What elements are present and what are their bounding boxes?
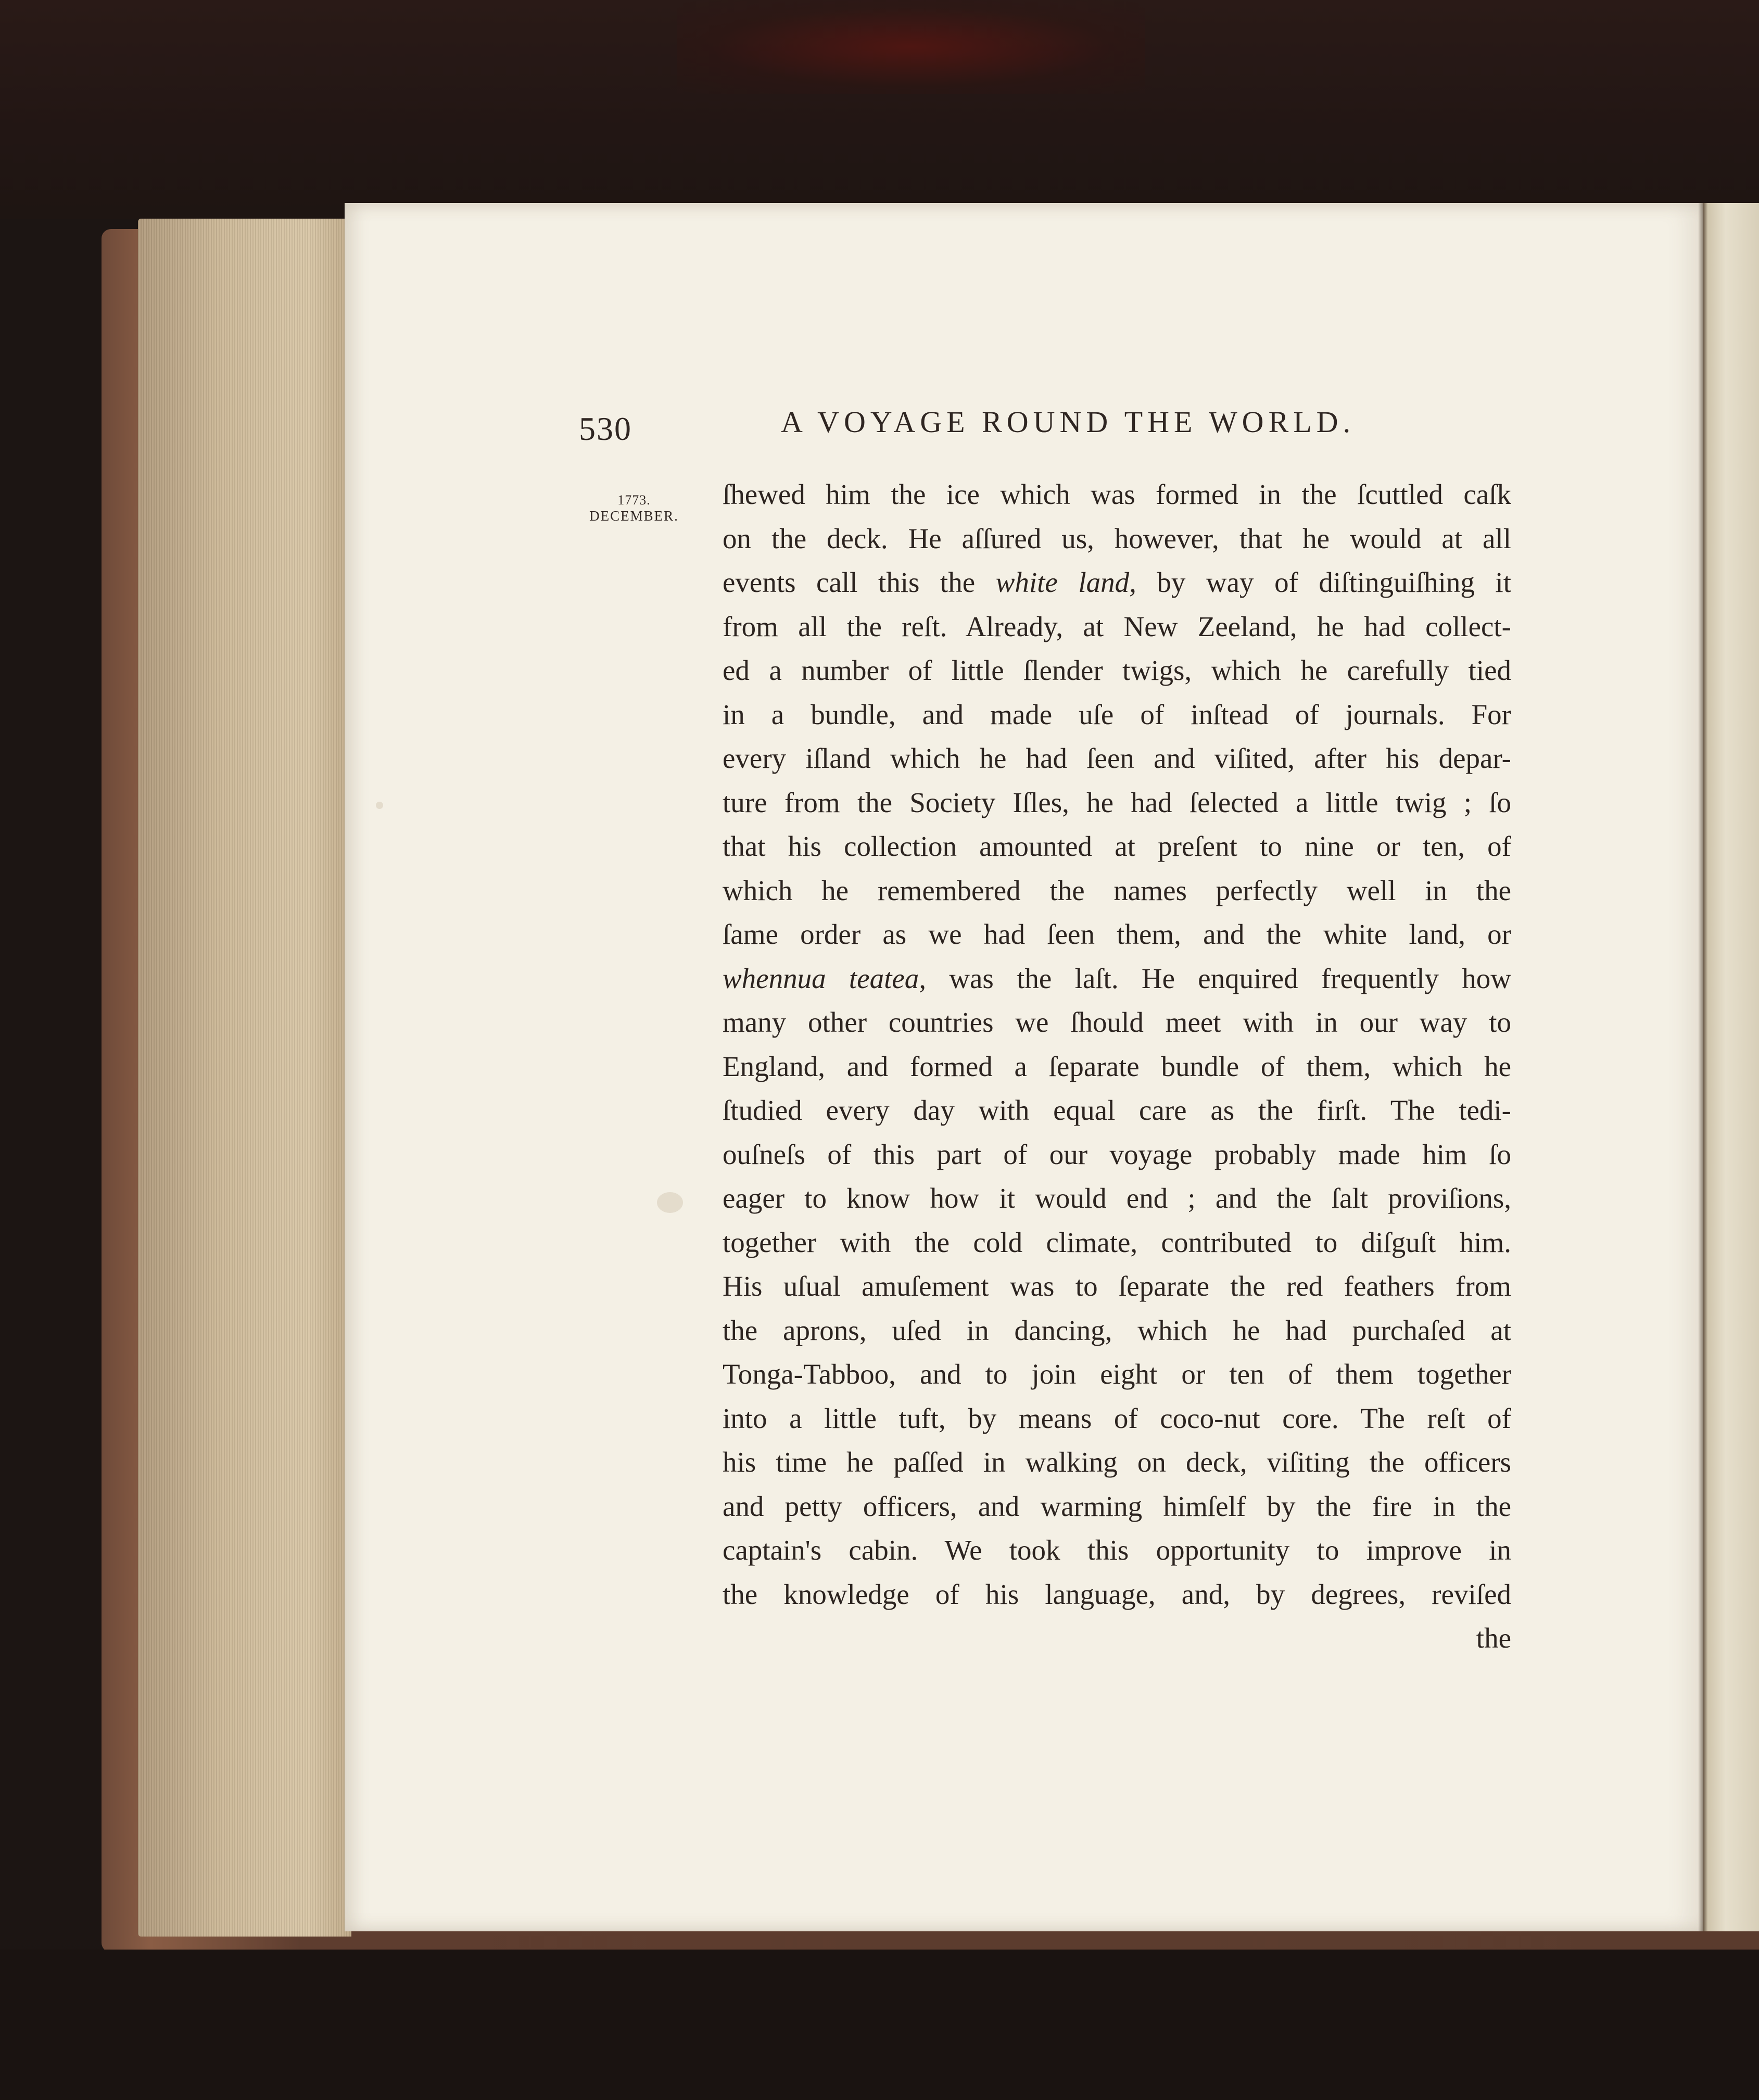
text-line: His uſual amuſement was to ſeparate the red feathers from [723,1270,1511,1302]
margin-note [582,492,686,524]
text-line: the aprons, uſed in dancing, which he had purchaſed at [723,1314,1511,1346]
text-line: which he remembered the names perfectly well in the [723,874,1511,906]
scan-background-bottom [0,1950,1759,2100]
text-line: events call this the white land, by way of diſtinguiſhing it [723,566,1511,598]
italic-phrase: white land, [995,566,1136,598]
text-line: the knowledge of his language, and, by degrees, reviſed [723,1578,1511,1610]
text-line: ouſneſs of this part of our voyage probably made him ſo [723,1138,1511,1170]
paper-spot [657,1192,683,1213]
text-line: every iſland which he had ſeen and viſited, after his depar- [723,742,1511,774]
text-line: many other countries we ſhould meet with in our way to [723,1006,1511,1038]
text-line: from all the reſt. Already, at New Zeeland, he had collect- [723,610,1511,642]
text-line: ture from the Society Iſles, he had ſelected a little twig ; ſo [723,786,1511,818]
text-line: ed a number of little ſlender twigs, which he carefully tied [723,654,1511,686]
text-line: on the deck. He aſſured us, however, that he would at all [723,522,1511,554]
text-line: Tonga-Tabboo, and to join eight or ten of them together [723,1358,1511,1390]
text-line: England, and formed a ſeparate bundle of them, which he [723,1050,1511,1082]
facing-page-edge [1703,203,1759,1931]
text-line: captain's cabin. We took this opportunity to improve in [723,1534,1511,1566]
text-line: ſtudied every day with equal care as the firſt. The tedi- [723,1094,1511,1126]
text-line: ſhewed him the ice which was formed in the ſcuttled caſk [723,478,1511,510]
text-line: his time he paſſed in walking on deck, viſiting the officers [723,1446,1511,1478]
text-line: that his collection amounted at preſent to nine or ten, of [723,830,1511,862]
catchword: the [1476,1622,1511,1654]
running-head: A VOYAGE ROUND THE WORLD. [781,405,1356,439]
text-line: eager to know how it would end ; and the ſalt proviſions, [723,1182,1511,1214]
text-line: and petty officers, and warming himſelf by the fire in the [723,1490,1511,1522]
margin-note-year: 1773. [617,492,651,508]
page-edges [138,219,351,1937]
text-line: in a bundle, and made uſe of inſtead of journals. For [723,698,1511,730]
text-line: ſame order as we had ſeen them, and the white land, or [723,918,1511,950]
paper-spot [376,802,383,809]
italic-phrase: whennua teatea, [723,962,927,994]
text-line: into a little tuft, by means of coco-nut core. The reſt of [723,1402,1511,1434]
text-line: whennua teatea, was the laſt. He enquired frequently how [723,962,1511,994]
body-text [723,473,1511,1661]
text-line: together with the cold climate, contributed to diſguſt him. [723,1226,1511,1258]
page-number: 530 [579,410,632,447]
margin-note-month: DECEMBER. [589,508,679,524]
scan-background-stain [677,0,1145,94]
